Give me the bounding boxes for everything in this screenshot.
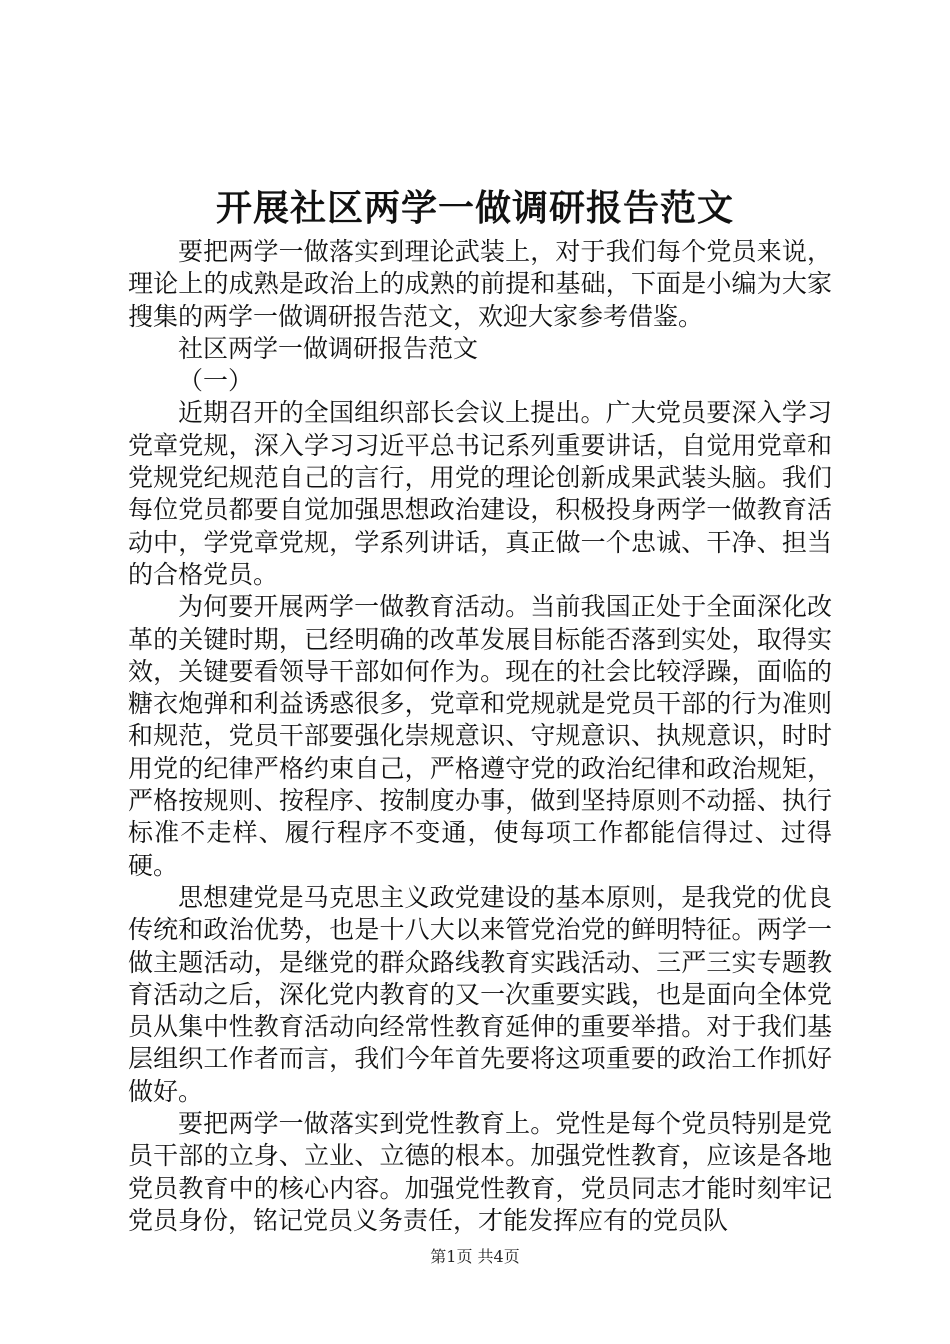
paragraph: 近期召开的全国组织部长会议上提出。广大党员要深入学习党章党规，深入学习习近平总书记系列重要讲话，自觉用党章和党规党纪规范自己的言行，用党的理论创新成果武装头脑。我们每位党员都要自觉加强思想政治建设，积极投身两学一做教育活动中，学党章党规，学系列讲话，真正做一个忠诚、干净、担当的合格党员。: [128, 398, 832, 589]
page-number-footer: 第1页 共4页: [430, 1247, 520, 1266]
document-title: 开展社区两学一做调研报告范文: [215, 187, 734, 229]
section-heading: 社区两学一做调研报告范文: [178, 333, 479, 363]
paragraph: 思想建党是马克思主义政党建设的基本原则，是我党的优良传统和政治优势，也是十八大以来管党治党的鲜明特征。两学一做主题活动，是继党的群众路线教育实践活动、三严三实专题教育活动之后，深化党内教育的又一次重要实践，也是面向全体党员从集中性教育活动向经常性教育延伸的重要举措。对于我们基层组织工作者而言，我们今年首先要将这项重要的政治工作抓好做好。: [128, 882, 832, 1106]
section-number: （一）: [178, 366, 254, 396]
document-body: [128, 236, 832, 1237]
paragraph: 要把两学一做落实到党性教育上。党性是每个党员特别是党员干部的立身、立业、立德的根本。加强党性教育，应该是各地党员教育中的核心内容。加强党性教育，党员同志才能时刻牢记党员身份，铭记党员义务责任，才能发挥应有的党员队: [128, 1109, 832, 1235]
paragraph-intro: 要把两学一做落实到理论武装上，对于我们每个党员来说，理论上的成熟是政治上的成熟的前提和基础，下面是小编为大家搜集的两学一做调研报告范文，欢迎大家参考借鉴。: [128, 237, 832, 331]
paragraph: 为何要开展两学一做教育活动。当前我国正处于全面深化改革的关键时期，已经明确的改革发展目标能否落到实处，取得实效，关键要看领导干部如何作为。现在的社会比较浮躁，面临的糖衣炮弹和利益诱惑很多，党章和党规就是党员干部的行为准则和规范，党员干部要强化崇规意识、守规意识、执规意识，时时用党的纪律严格约束自己，严格遵守党的政治纪律和政治规矩，严格按规则、按程序、按制度办事，做到坚持原则不动摇、执行标准不走样、履行程序不变通，使每项工作都能信得过、过得硬。: [128, 592, 832, 880]
